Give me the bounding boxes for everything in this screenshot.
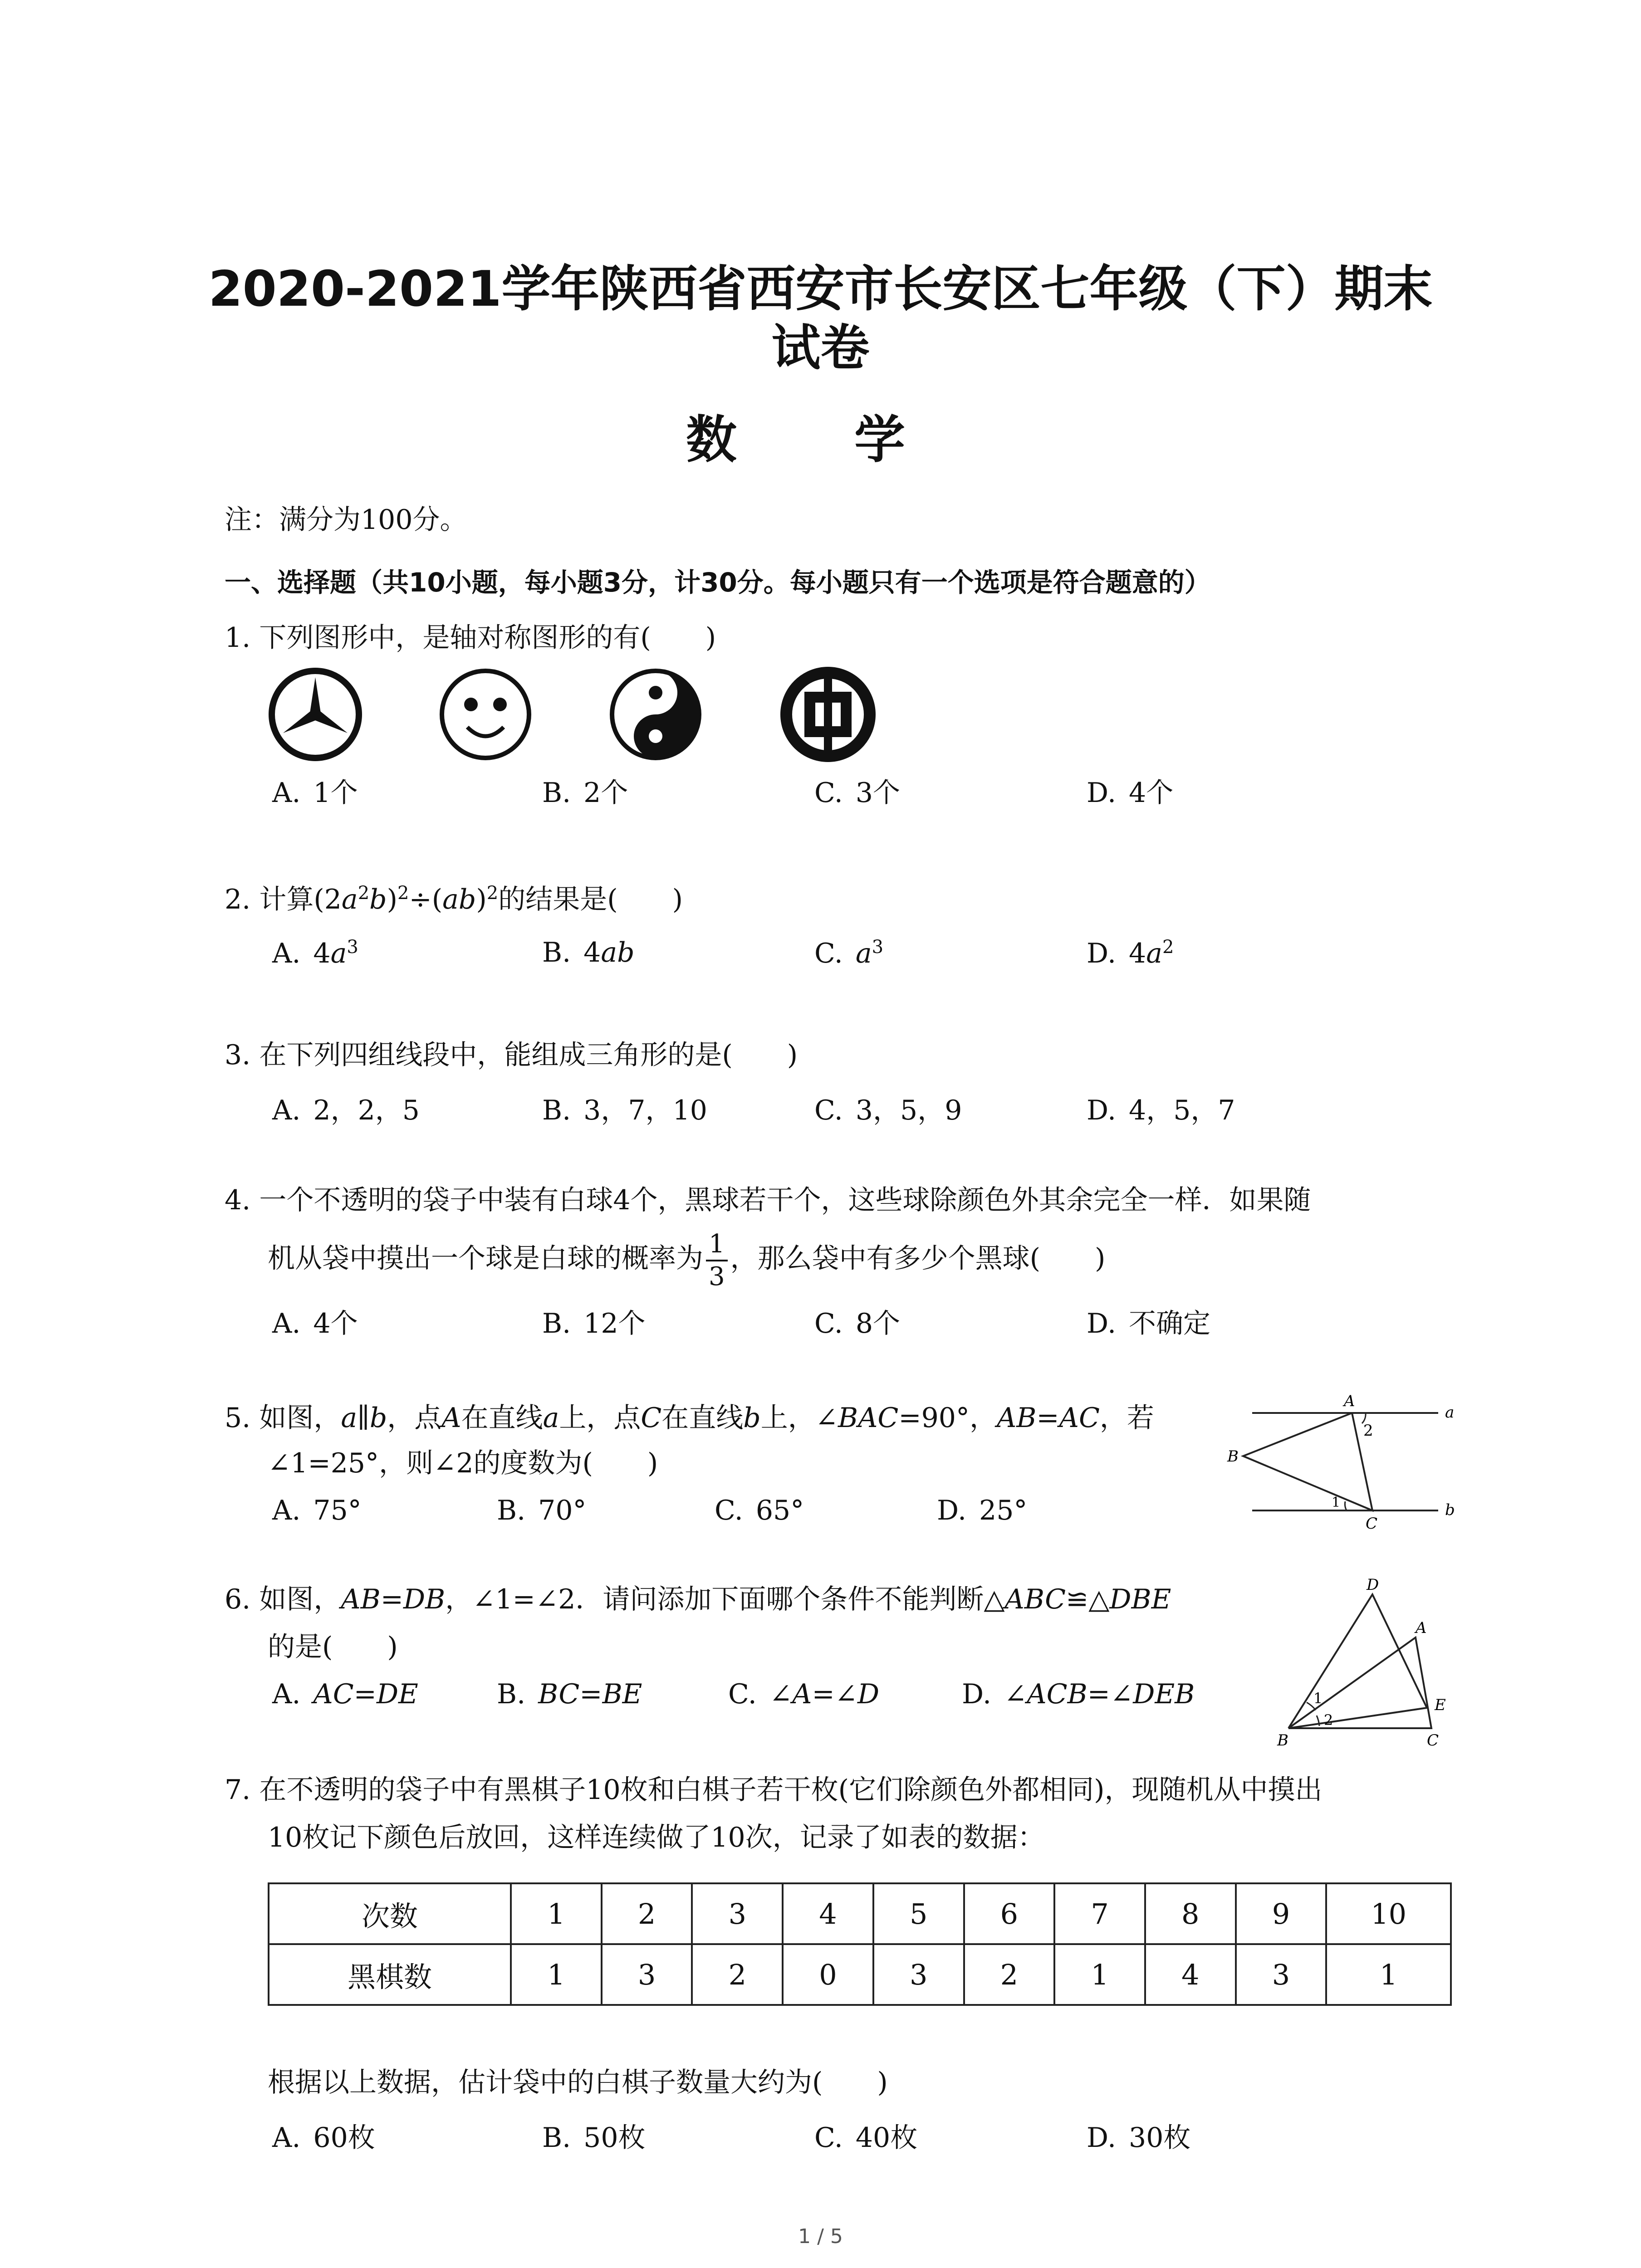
note: 注：满分为100分。 [225, 504, 467, 536]
q7-question: 根据以上数据，估计袋中的白棋子数量大约为( ) [268, 2067, 888, 2098]
q6-label-e-point: E [1435, 1696, 1446, 1714]
table-header-trials: 次数 [269, 1883, 511, 1944]
q6-label-angle1: 1 [1313, 1690, 1323, 1707]
table-cell: 1 [511, 1944, 602, 2005]
q7-option-c: C. 40枚 [814, 2122, 918, 2154]
table-cell: 3 [873, 1944, 964, 2005]
q4-option-c: C. 8个 [814, 1308, 901, 1339]
q4-stem-line2: 机从袋中摸出一个球是白球的概率为 $\frac{1}{3}$ ，那么袋中有多少个黑球( ) [268, 1229, 1106, 1291]
q5-label-a-point: A [1344, 1392, 1355, 1410]
q2-option-a: A. $4a^3$ [272, 937, 358, 969]
q1-option-c: C. 3个 [814, 777, 901, 809]
q4-fraction: $\frac{1}{3}$ [706, 1232, 728, 1290]
q6-label-b-point: B [1277, 1731, 1288, 1750]
table-cell: 2 [692, 1944, 783, 2005]
q4-option-d: D. 不确定 [1087, 1308, 1211, 1339]
q7-stem-line2: 10枚记下颜色后放回，这样连续做了10次，记录了如表的数据： [268, 1822, 1045, 1853]
q6-figure [1270, 1574, 1470, 1751]
q7-option-d: D. 30枚 [1087, 2122, 1191, 2154]
q1-option-d: D. 4个 [1087, 777, 1174, 809]
table-cell: 5 [873, 1883, 964, 1944]
q4-option-a: A. 4个 [272, 1308, 358, 1339]
table-cell: 3 [1236, 1944, 1327, 2005]
table-cell: 4 [1145, 1944, 1236, 2005]
q6-stem-line2: 的是( ) [268, 1631, 398, 1663]
q6-stem-line1: 6. 如图，AB=DB，∠1=∠2．请问添加下面哪个条件不能判断△ABC≌△DBE [225, 1584, 1171, 1615]
q5-option-c: C. 65° [715, 1495, 804, 1526]
table-cell: 6 [964, 1883, 1055, 1944]
q1-option-a: A. 1个 [272, 777, 358, 809]
q5-stem-line1: 5. 如图，a∥b，点A在直线a上，点C在直线b上，∠BAC=90°，AB=AC，若 [225, 1402, 1154, 1434]
table-cell: 1 [511, 1883, 602, 1944]
q5-label-line-b: b [1445, 1501, 1455, 1519]
q5-label-b-point: B [1227, 1447, 1239, 1466]
q5-label-angle2: 2 [1363, 1422, 1373, 1440]
table-cell: 1 [1326, 1944, 1451, 2005]
q1-figure-star-icon [272, 671, 359, 758]
q1-figure-bank-logo-icon [786, 673, 870, 756]
q1-figure-smiley-icon [442, 671, 529, 758]
table-cell: 2 [964, 1944, 1055, 2005]
q3-option-b: B. 3，7，10 [542, 1095, 707, 1126]
q5-label-angle1: 1 [1332, 1495, 1341, 1510]
table-cell: 4 [783, 1883, 873, 1944]
table-header-black: 黑棋数 [269, 1944, 511, 2005]
table-cell: 7 [1054, 1883, 1145, 1944]
q6-option-b: B. BC=BE [497, 1678, 642, 1710]
q1-figures [265, 665, 901, 764]
table-cell: 2 [602, 1883, 692, 1944]
table-cell: 10 [1326, 1883, 1451, 1944]
table-cell: 8 [1145, 1883, 1236, 1944]
q6-label-c-point: C [1427, 1731, 1439, 1750]
q2-option-c: C. $a^3$ [814, 937, 884, 969]
q5-option-a: A. 75° [272, 1495, 362, 1526]
q6-label-angle2: 2 [1324, 1711, 1333, 1729]
q3-option-c: C. 3，5，9 [814, 1095, 962, 1126]
q7-stem-line1: 7. 在不透明的袋子中有黑棋子10枚和白棋子若干枚(它们除颜色外都相同)，现随机从中摸出 [225, 1774, 1323, 1806]
q1-stem: 1. 下列图形中，是轴对称图形的有( ) [225, 622, 716, 654]
q5-label-line-a: a [1445, 1403, 1455, 1422]
q7-option-b: B. 50枚 [542, 2122, 646, 2154]
subject-heading: 数 学 [686, 411, 955, 469]
page-number: 1 / 5 [798, 2225, 843, 2248]
q4-stem-line1: 4. 一个不透明的袋子中装有白球4个，黑球若干个，这些球除颜色外其余完全一样．如果随 [225, 1184, 1311, 1216]
q3-stem: 3. 在下列四组线段中，能组成三角形的是( ) [225, 1039, 798, 1071]
q6-option-c: C. ∠A=∠D [728, 1678, 880, 1710]
table-cell: 0 [783, 1944, 873, 2005]
table-cell: 3 [692, 1883, 783, 1944]
section-heading: 一、选择题（共10小题，每小题3分，计30分。每小题只有一个选项是符合题意的） [225, 567, 1211, 598]
table-cell: 9 [1236, 1883, 1327, 1944]
q7-data-table [268, 1882, 1452, 2006]
q3-option-d: D. 4，5，7 [1087, 1095, 1235, 1126]
q2-option-b: B. 4ab [542, 937, 635, 968]
q2-option-d: D. $4a^2$ [1087, 937, 1174, 969]
page-title-line2: 试卷 [771, 320, 870, 376]
q1-option-b: B. 2个 [542, 777, 628, 809]
q2-stem: 2. 计算$(2a^2b)^2\div(ab)^2$的结果是( ) [225, 883, 683, 915]
q6-label-d-point: D [1367, 1576, 1379, 1594]
q6-option-d: D. ∠ACB=∠DEB [962, 1678, 1195, 1710]
q5-figure [1225, 1379, 1461, 1533]
q5-label-c-point: C [1366, 1515, 1378, 1533]
q5-option-b: B. 70° [497, 1495, 587, 1526]
table-row [269, 1944, 1451, 2005]
table-cell: 1 [1054, 1944, 1145, 2005]
q5-stem-line2: ∠1=25°，则∠2的度数为( ) [268, 1447, 658, 1479]
q4-option-b: B. 12个 [542, 1308, 646, 1339]
q6-label-a-point: A [1416, 1619, 1427, 1637]
q5-option-d: D. 25° [937, 1495, 1028, 1526]
table-row [269, 1883, 1451, 1944]
q3-option-a: A. 2，2，5 [272, 1095, 420, 1126]
q1-figure-yinyang-icon [612, 671, 699, 758]
q6-option-a: A. AC=DE [272, 1678, 418, 1710]
page-title: 2020-2021学年陕西省西安市长安区七年级（下）期末 [208, 261, 1433, 318]
q7-option-a: A. 60枚 [272, 2122, 375, 2154]
table-cell: 3 [602, 1944, 692, 2005]
